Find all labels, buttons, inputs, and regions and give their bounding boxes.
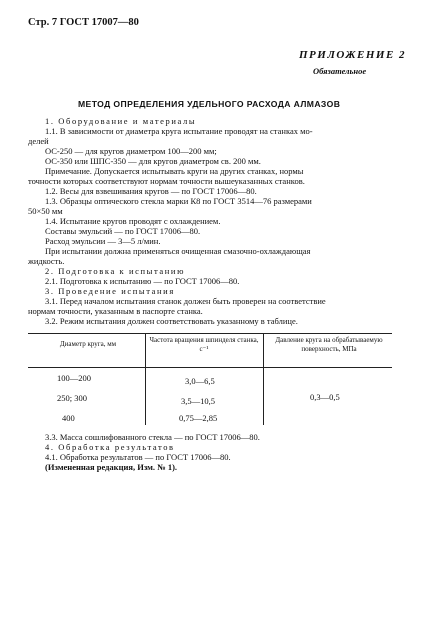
table-header-diameter: Диаметр круга, мм xyxy=(59,340,117,348)
table-top-rule xyxy=(28,333,392,334)
machine-os350: ОС-350 или ШПС-350 — для кругов диаметром св. 200 мм. xyxy=(45,156,261,166)
coolant-note-cont: жидкость. xyxy=(28,256,65,266)
para-3-2: 3.2. Режим испытания должен соответствовать указанному в таблице. xyxy=(45,316,298,326)
para-1-2: 1.2. Весы для взвешивания кругов — по ГОСТ 17006—80. xyxy=(45,186,257,196)
table-header-pressure: Давление круга на обрабатываемую поверхность, МПа xyxy=(275,336,383,353)
emulsion-composition: Составы эмульсий — по ГОСТ 17006—80. xyxy=(45,226,201,236)
document-title: МЕТОД ОПРЕДЕЛЕНИЯ УДЕЛЬНОГО РАСХОДА АЛМАЗОВ xyxy=(78,99,341,109)
table-row-2-diameter: 250; 300 xyxy=(57,393,87,403)
para-4-1: 4.1. Обработка результатов — по ГОСТ 17006—80. xyxy=(45,452,231,462)
table-row-2-frequency: 3,5—10,5 xyxy=(181,396,215,406)
para-3-1: 3.1. Перед началом испытания станок должен быть проверен на соответствие xyxy=(45,296,326,306)
table-header-frequency: Частота вращения шпинделя станка, с⁻¹ xyxy=(149,336,259,353)
machine-os250: ОС-250 — для кругов диаметром 100—200 мм; xyxy=(45,146,217,156)
section-4-heading: 4. Обработка результатов xyxy=(45,442,175,452)
para-1-3: 1.3. Образцы оптического стекла марки К8 по ГОСТ 3514—76 размерами xyxy=(45,196,312,206)
para-1-1: 1.1. В зависимости от диаметра круга испытание проводят на станках мо- xyxy=(45,126,313,136)
table-row-3-diameter: 400 xyxy=(62,413,75,423)
amendment-note: (Измененная редакция, Изм. № 1). xyxy=(45,462,178,472)
appendix-title: ПРИЛОЖЕНИЕ 2 xyxy=(299,49,407,61)
coolant-note: При испытании должна применяться очищенная смазочно-охлаждающая xyxy=(45,246,311,256)
table-divider-1 xyxy=(145,333,146,425)
para-1-3-cont: 50×50 мм xyxy=(28,206,63,216)
note-cont: точности которых соответствуют нормам точности вышеуказанных станков. xyxy=(28,176,305,186)
table-row-3-frequency: 0,75—2,85 xyxy=(179,413,218,423)
table-header-rule xyxy=(28,367,392,368)
section-3-heading: 3. Проведение испытания xyxy=(45,286,175,296)
para-2-1: 2.1. Подготовка к испытанию — по ГОСТ 17006—80. xyxy=(45,276,240,286)
section-1-heading: 1. Оборудование и материалы xyxy=(45,116,197,126)
para-1-1-cont: делей xyxy=(28,136,49,146)
appendix-status: Обязательное xyxy=(313,66,367,76)
note: Примечание. Допускается испытывать круги на других станках, нормы xyxy=(45,166,304,176)
table-pressure-value: 0,3—0,5 xyxy=(310,392,340,402)
para-3-3: 3.3. Масса сошлифованного стекла — по ГОСТ 17006—80. xyxy=(45,432,260,442)
para-3-1-cont: нормам точности, указанным в паспорте станка. xyxy=(28,306,203,316)
page-header: Стр. 7 ГОСТ 17007—80 xyxy=(28,17,139,28)
table-row-1-frequency: 3,0—6,5 xyxy=(185,376,215,386)
emulsion-flow: Расход эмульсии — 3—5 л/мин. xyxy=(45,236,161,246)
table-row-1-diameter: 100—200 xyxy=(57,373,91,383)
para-1-4: 1.4. Испытание кругов проводят с охлаждением. xyxy=(45,216,221,226)
section-2-heading: 2. Подготовка к испытанию xyxy=(45,266,186,276)
table-divider-2 xyxy=(263,333,264,425)
